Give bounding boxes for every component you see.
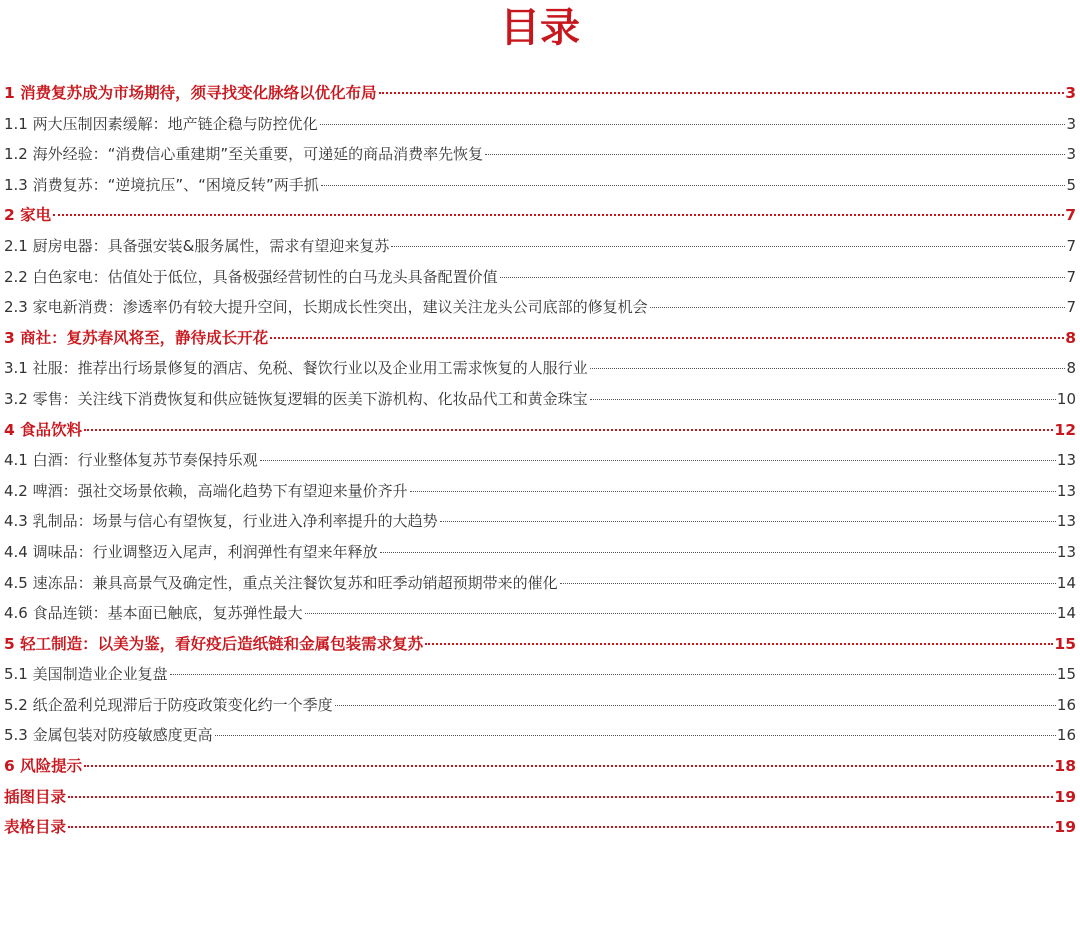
toc-section-entry[interactable]: [4, 690, 1076, 721]
dot-leader: [425, 643, 1053, 645]
toc-entry-label[interactable]: 5.3 金属包装对防疫敏感度更高: [4, 726, 213, 745]
dot-leader: [590, 399, 1056, 400]
toc-page-number[interactable]: 15: [1056, 665, 1076, 684]
toc-entry-label[interactable]: 1.3 消费复苏：“逆境抗压”、“困境反转”两手抓: [4, 175, 319, 194]
toc-entry-label[interactable]: 插图目录: [4, 787, 67, 806]
toc-section-entry[interactable]: [4, 353, 1076, 384]
dot-leader: [170, 674, 1056, 675]
toc-page-number[interactable]: 16: [1056, 726, 1076, 745]
toc-page-number[interactable]: 16: [1056, 695, 1076, 714]
toc-section-entry[interactable]: [4, 537, 1076, 568]
toc-section-entry[interactable]: [4, 170, 1076, 201]
toc-chapter-entry[interactable]: [4, 751, 1076, 782]
toc-chapter-entry[interactable]: [4, 782, 1076, 813]
toc-chapter-entry[interactable]: [4, 323, 1076, 354]
dot-leader: [320, 124, 1066, 125]
toc-page-number[interactable]: 12: [1054, 420, 1076, 439]
dot-leader: [305, 613, 1056, 614]
toc-entry-label[interactable]: 1.1 两大压制因素缓解：地产链企稳与防控优化: [4, 114, 318, 133]
toc-entry-label[interactable]: 2.1 厨房电器：具备强安装&服务属性，需求有望迎来复苏: [4, 236, 390, 255]
toc-entry-label[interactable]: 4.3 乳制品：场景与信心有望恢复，行业进入净利率提升的大趋势: [4, 512, 438, 531]
toc-section-entry[interactable]: [4, 231, 1076, 262]
dot-leader: [590, 368, 1066, 369]
dot-leader: [53, 214, 1064, 216]
toc-page-number[interactable]: 13: [1056, 451, 1076, 470]
toc-entry-label[interactable]: 3.1 社服：推荐出行场景修复的酒店、免税、餐饮行业以及企业用工需求恢复的人服行业: [4, 359, 588, 378]
toc-page-number[interactable]: 15: [1054, 634, 1076, 653]
toc-page-number[interactable]: 10: [1056, 389, 1076, 408]
toc-entry-label[interactable]: 4 食品饮料: [4, 420, 83, 439]
dot-leader: [68, 796, 1053, 798]
toc-page-number[interactable]: 7: [1065, 206, 1076, 225]
toc-entry-label[interactable]: 2.2 白色家电：估值处于低位，具备极强经营韧性的白马龙头具备配置价值: [4, 267, 498, 286]
toc-page-number[interactable]: 13: [1056, 481, 1076, 500]
toc-section-entry[interactable]: [4, 109, 1076, 140]
toc-entry-label[interactable]: 2 家电: [4, 206, 52, 225]
toc-section-entry[interactable]: [4, 659, 1076, 690]
toc-page-number[interactable]: 7: [1066, 267, 1076, 286]
toc-page-number[interactable]: 14: [1056, 604, 1076, 623]
toc-entry-label[interactable]: 5.1 美国制造业企业复盘: [4, 665, 168, 684]
toc-page-number[interactable]: 3: [1066, 114, 1076, 133]
toc-chapter-entry[interactable]: [4, 78, 1076, 109]
toc-section-entry[interactable]: [4, 568, 1076, 599]
toc-page-number[interactable]: 7: [1066, 298, 1076, 317]
toc-page-number[interactable]: 19: [1054, 787, 1076, 806]
toc-section-entry[interactable]: [4, 598, 1076, 629]
toc-entry-label[interactable]: 6 风险提示: [4, 757, 83, 776]
dot-leader: [335, 705, 1056, 706]
toc-page-number[interactable]: 14: [1056, 573, 1076, 592]
toc-chapter-entry[interactable]: [4, 629, 1076, 660]
toc-chapter-entry[interactable]: [4, 200, 1076, 231]
toc-section-entry[interactable]: [4, 139, 1076, 170]
toc-entry-label[interactable]: 4.4 调味品：行业调整迈入尾声，利润弹性有望来年释放: [4, 542, 378, 561]
dot-leader: [215, 735, 1056, 736]
dot-leader: [380, 552, 1056, 553]
toc-section-entry[interactable]: [4, 476, 1076, 507]
toc-chapter-entry[interactable]: [4, 812, 1076, 843]
toc-section-entry[interactable]: [4, 506, 1076, 537]
toc-page-number[interactable]: 3: [1065, 84, 1076, 102]
dot-leader: [379, 92, 1065, 94]
dot-leader: [68, 826, 1053, 828]
dot-leader: [260, 460, 1056, 461]
toc-entry-label[interactable]: 5.2 纸企盈利兑现滞后于防疫政策变化约一个季度: [4, 695, 333, 714]
toc-section-entry[interactable]: [4, 292, 1076, 323]
dot-leader: [500, 277, 1066, 278]
page-title: 目录: [500, 5, 580, 51]
toc-section-entry[interactable]: [4, 720, 1076, 751]
toc-page-number[interactable]: 5: [1066, 175, 1076, 194]
toc-section-entry[interactable]: [4, 384, 1076, 415]
dot-leader: [84, 429, 1053, 431]
toc-entry-label[interactable]: 4.5 速冻品：兼具高景气及确定性，重点关注餐饮复苏和旺季动销超预期带来的催化: [4, 573, 558, 592]
dot-leader: [485, 154, 1065, 155]
toc-entry-label[interactable]: 4.2 啤酒：强社交场景依赖，高端化趋势下有望迎来量价齐升: [4, 481, 408, 500]
dot-leader: [650, 307, 1066, 308]
toc-page-number[interactable]: 18: [1054, 757, 1076, 776]
toc-entry-label[interactable]: 3.2 零售：关注线下消费恢复和供应链恢复逻辑的医美下游机构、化妆品代工和黄金珠宝: [4, 389, 588, 408]
toc-page-number[interactable]: 13: [1056, 542, 1076, 561]
toc-entry-label[interactable]: 1 消费复苏成为市场期待，须寻找变化脉络以优化布局: [4, 84, 377, 102]
toc-entry-label[interactable]: 4.6 食品连锁：基本面已触底，复苏弹性最大: [4, 604, 303, 623]
toc-page-number[interactable]: 8: [1066, 359, 1076, 378]
toc-section-entry[interactable]: [4, 445, 1076, 476]
toc-page-number[interactable]: 8: [1065, 328, 1076, 347]
dot-leader: [440, 521, 1056, 522]
dot-leader: [391, 246, 1065, 247]
dot-leader: [270, 337, 1064, 339]
toc-entry-label[interactable]: 4.1 白酒：行业整体复苏节奏保持乐观: [4, 451, 258, 470]
toc-page-number[interactable]: 13: [1056, 512, 1076, 531]
toc-page-number[interactable]: 7: [1066, 236, 1076, 255]
table-of-contents: [4, 78, 1076, 843]
toc-page-number[interactable]: 19: [1054, 818, 1076, 837]
dot-leader: [410, 491, 1056, 492]
toc-entry-label[interactable]: 1.2 海外经验：“消费信心重建期”至关重要，可递延的商品消费率先恢复: [4, 145, 484, 164]
toc-section-entry[interactable]: [4, 262, 1076, 293]
toc-page-number[interactable]: 3: [1066, 145, 1076, 164]
toc-chapter-entry[interactable]: [4, 415, 1076, 446]
dot-leader: [321, 185, 1066, 186]
toc-entry-label[interactable]: 3 商社：复苏春风将至，静待成长开花: [4, 328, 269, 347]
toc-entry-label[interactable]: 表格目录: [4, 818, 67, 837]
dot-leader: [84, 765, 1053, 767]
toc-entry-label[interactable]: 2.3 家电新消费：渗透率仍有较大提升空间，长期成长性突出，建议关注龙头公司底部的修复机会: [4, 298, 648, 317]
toc-entry-label[interactable]: 5 轻工制造：以美为鉴，看好疫后造纸链和金属包装需求复苏: [4, 634, 424, 653]
dot-leader: [560, 583, 1056, 584]
